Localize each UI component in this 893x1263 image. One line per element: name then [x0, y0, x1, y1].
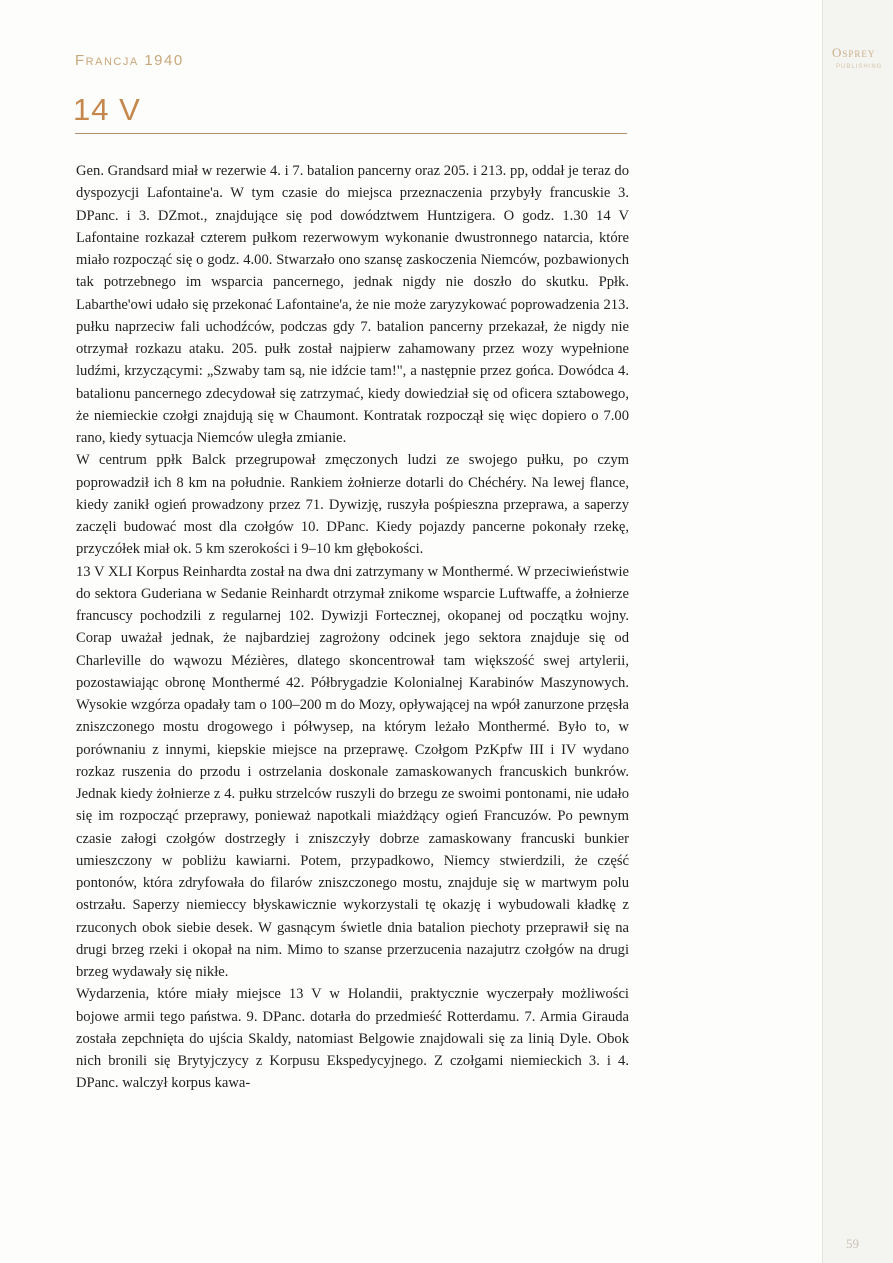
running-head: Francja 1940	[75, 52, 184, 69]
page-number: 59	[846, 1236, 859, 1251]
publisher-logo: Osprey	[832, 45, 876, 60]
paragraph: Wydarzenia, które miały miejsce 13 V w Holandii, praktycznie wyczerpały możliwości bojowe armii tego państwa. 9. DPanc. dotarła do przedmieść Rotterdamu. 7. Armia Girauda została zepchnięta do ujścia Skaldy, natomiast Belgowie znajdowali się za linią Dyle. Obok nich bronili się Brytyjczycy z Korpusu Ekspedycyjnego. Z czołgami niemieckich 3. i 4. DPanc. walczył korpus kawa-	[76, 986, 629, 1092]
paragraph: 13 V XLI Korpus Reinhardta został na dwa dni zatrzymany w Monthermé. W przeciwieństwie do sektora Guderiana w Sedanie Reinhardt otrzymał znikome wsparcie Luftwaffe, a żołnierze francuscy pochodzili z regularnej 102. Dywizji Fortecznej, okopanej od początku wojny. Corap uważał jednak, że najbardziej zagrożony odcinek jego sektora znajduje się od Charleville do wąwozu Mézières, dlatego skoncentrował tam większość swej artylerii, pozostawiając obronę Monthermé 42. Półbrygadzie Kolonialnej Karabinów Maszynowych. Wysokie wzgórza opadały tam o 100–200 m do Mozy, opływającej na wpół zanurzone przęsła zniszczonego mostu drogowego i półwysep, na którym leżało Monthermé. Było to, w porównaniu z innymi, kiepskie miejsce na przeprawę. Czołgom PzKpfw III i IV wydano rozkaz ruszenia do przodu i ostrzelania doskonale zamaskowanych francuskich bunkrów. Jednak kiedy żołnierze z 4. pułku strzelców ruszyli do brzegu ze swoimi pontonami, nie udało się im rozpocząć przeprawy, ponieważ napotkali miażdżący ogień Francuzów. Po pewnym czasie załogi czołgów dostrzegły i zniszczyły dobrze zamaskowany francuski bunkier umieszczony w pobliżu kawiarni. Potem, przypadkowo, Niemcy stwierdzili, że część pontonów, która zdryfowała do filarów zniszczonego mostu, znajduje się w martwym polu ostrzału. Saperzy niemieccy błyskawicznie wykorzystali tę okazję i wybudowali kładkę z rzuconych obok siebie desek. W gasnącym świetle dnia batalion piechoty przeprawił się na drugi brzeg rzeki i okopał na nim. Mimo to szanse przerzucenia nazajutrz czołgów na drugi brzeg wydawały się nikłe.	[76, 563, 629, 980]
title-rule	[75, 133, 627, 134]
body-text	[76, 160, 629, 1095]
paragraph: Gen. Grandsard miał w rezerwie 4. i 7. batalion pancerny oraz 205. i 213. pp, oddał je teraz do dyspozycji Lafontaine'a. W tym czasie do miejsca przeznaczenia przybyły francuskie 3. DPanc. i 3. DZmot., znajdujące się pod dowództwem Huntzigera. O godz. 1.30 14 V Lafontaine rozkazał czterem pułkom rezerwowym wykonanie dwustronnego natarcia, które miało rozpocząć się o godz. 4.00. Stwarzało ono szansę zaskoczenia Niemców, pozbawionych tak potrzebnego im wsparcia pancernego, jednak nigdy nie doszło do skutku. Ppłk. Labarthe'owi udało się przekonać Lafontaine'a, że nie może zaryzykować poprowadzenia 213. pułku naprzeciw fali uchodźców, podczas gdy 7. batalion pancerny przekazał, że nigdy nie otrzymał rozkazu ataku. 205. pułk został najpierw zahamowany przez wozy wypełnione ludźmi, krzyczącymi: „Szwaby tam są, nie idźcie tam!", a następnie przez gońca. Dowódca 4. batalionu pancernego zdecydował się zatrzymać, kiedy dowiedział się od oficera sztabowego, że niemieckie czołgi znajdują się w Chaumont. Kontratak rozpoczął się więc dopiero o 7.00 rano, kiedy sytuacja Niemców uległa zmianie.	[76, 163, 629, 446]
paragraph: W centrum ppłk Balck przegrupował zmęczonych ludzi ze swojego pułku, po czym poprowadził ich 8 km na południe. Rankiem żołnierze dotarli do Chéchéry. Na lewej flance, kiedy zanikł ogień prowadzony przez 71. Dywizję, ruszyła pośpieszna przeprawa, a saperzy zaczęli budować most dla czołgów 10. DPanc. Kiedy pojazdy pancerne pokonały rzekę, przyczółek miał ok. 5 km szerokości i 9–10 km głębokości.	[76, 452, 629, 558]
page-margin-strip	[822, 0, 893, 1263]
publisher-logo-subtitle: PUBLISHING	[836, 64, 883, 70]
chapter-title: 14 V	[73, 92, 141, 127]
